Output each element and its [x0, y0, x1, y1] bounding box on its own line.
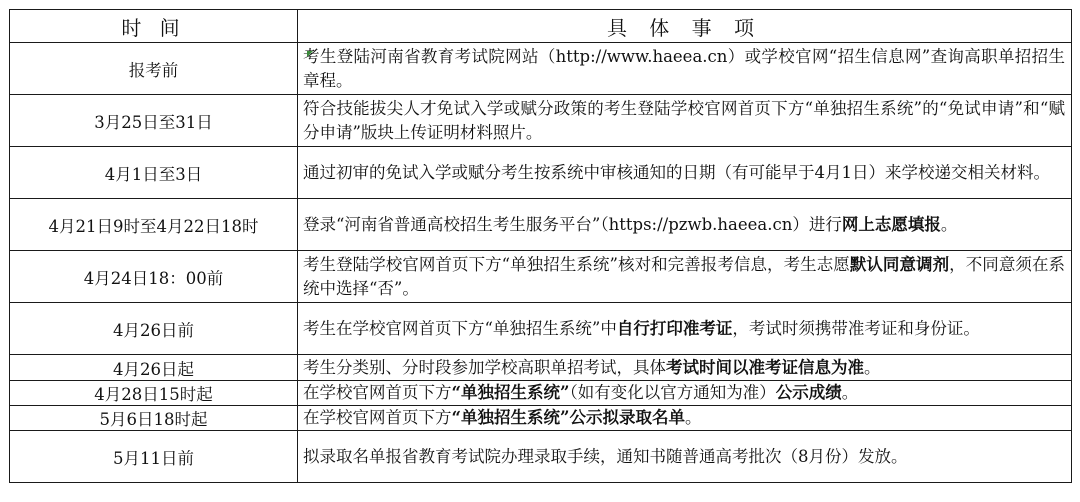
- table-row: [10, 303, 1072, 355]
- detail-text: 在学校官网首页下方: [303, 408, 452, 427]
- detail-text: 。: [940, 214, 958, 234]
- table-row: [10, 381, 1072, 406]
- detail-emphasis: 考试时间以准考证信息为准: [666, 357, 864, 377]
- time-cell: 5月6日18时起: [10, 406, 298, 431]
- detail-cell: [298, 251, 1072, 303]
- time-cell: 4月1日至3日: [10, 147, 298, 199]
- table-row: [10, 406, 1072, 431]
- header-detail: 具 体 事 项: [298, 10, 1072, 43]
- table-row: [10, 251, 1072, 303]
- detail-text: 考生分类别、分时段参加学校高职单招考试，具体: [303, 357, 666, 377]
- time-cell: 4月24日18：00前: [10, 251, 298, 303]
- time-cell: 4月28日15时起: [10, 381, 298, 406]
- time-cell: 4月26日前: [10, 303, 298, 355]
- detail-cell: [298, 303, 1072, 355]
- time-cell: 4月26日起: [10, 355, 298, 381]
- table-header-row: [10, 10, 1072, 43]
- detail-emphasis: 网上志愿填报: [841, 214, 941, 234]
- time-cell: 5月11日前: [10, 431, 298, 483]
- schedule-table-wrapper: [9, 9, 1072, 483]
- table-row: [10, 431, 1072, 483]
- detail-emphasis: 默认同意调剂: [849, 254, 950, 274]
- detail-text: 考生登陆学校官网首页下方“单独招生系统”核对和完善报考信息，考生志愿: [303, 254, 850, 274]
- cell-comment-marker: [307, 51, 313, 57]
- detail-text: 在学校官网首页下方: [303, 383, 452, 402]
- detail-emphasis: “单独招生系统”: [451, 383, 570, 402]
- detail-emphasis: 公示成绩: [775, 383, 842, 402]
- detail-text: 通过初审的免试入学或赋分考生按系统中审核通知的日期（有可能早于4月1日）来学校递交相关材料。: [303, 162, 1050, 182]
- detail-text: 。: [864, 357, 881, 377]
- detail-cell: [298, 95, 1072, 147]
- detail-text: 。: [841, 383, 859, 402]
- schedule-table: [9, 9, 1072, 483]
- detail-cell: [298, 199, 1072, 251]
- table-row: [10, 43, 1072, 95]
- detail-cell: [298, 381, 1072, 406]
- detail-cell: [298, 431, 1072, 483]
- time-cell: 报考前: [10, 43, 298, 95]
- detail-cell: [298, 43, 1072, 95]
- table-row: [10, 355, 1072, 381]
- table-row: [10, 95, 1072, 147]
- detail-text: （如有变化以官方通知为准）: [569, 383, 776, 402]
- detail-emphasis: 自行打印准考证: [616, 318, 733, 338]
- detail-text: 拟录取名单报省教育考试院办理录取手续，通知书随普通高考批次（8月份）发放。: [303, 446, 908, 466]
- detail-text: 考生登陆河南省教育考试院网站（http://www.haeea.cn）或学校官网“招生信息网”查询高职单招招生章程。: [303, 46, 1065, 90]
- detail-emphasis: “单独招生系统”公示拟录取名单: [451, 408, 685, 427]
- time-cell: 3月25日至31日: [10, 95, 298, 147]
- table-row: [10, 199, 1072, 251]
- detail-text: 登录“河南省普通高校招生考生服务平台”（https://pzwb.haeea.cn）进行: [303, 214, 842, 234]
- detail-text: 。: [684, 408, 702, 427]
- detail-cell: [298, 406, 1072, 431]
- detail-cell: [298, 355, 1072, 381]
- detail-text: 符合技能拔尖人才免试入学或赋分政策的考生登陆学校官网首页下方“单独招生系统”的“免试申请”和“赋分申请”版块上传证明材料照片。: [303, 98, 1065, 142]
- detail-text: ，考试时须携带准考证和身份证。: [732, 318, 980, 338]
- time-cell: 4月21日9时至4月22日18时: [10, 199, 298, 251]
- detail-text: ，不同意须在系统中选择“否”。: [303, 254, 1065, 298]
- header-time: 时 间: [10, 10, 298, 43]
- table-row: [10, 147, 1072, 199]
- detail-cell: [298, 147, 1072, 199]
- detail-text: 考生在学校官网首页下方“单独招生系统”中: [303, 318, 617, 338]
